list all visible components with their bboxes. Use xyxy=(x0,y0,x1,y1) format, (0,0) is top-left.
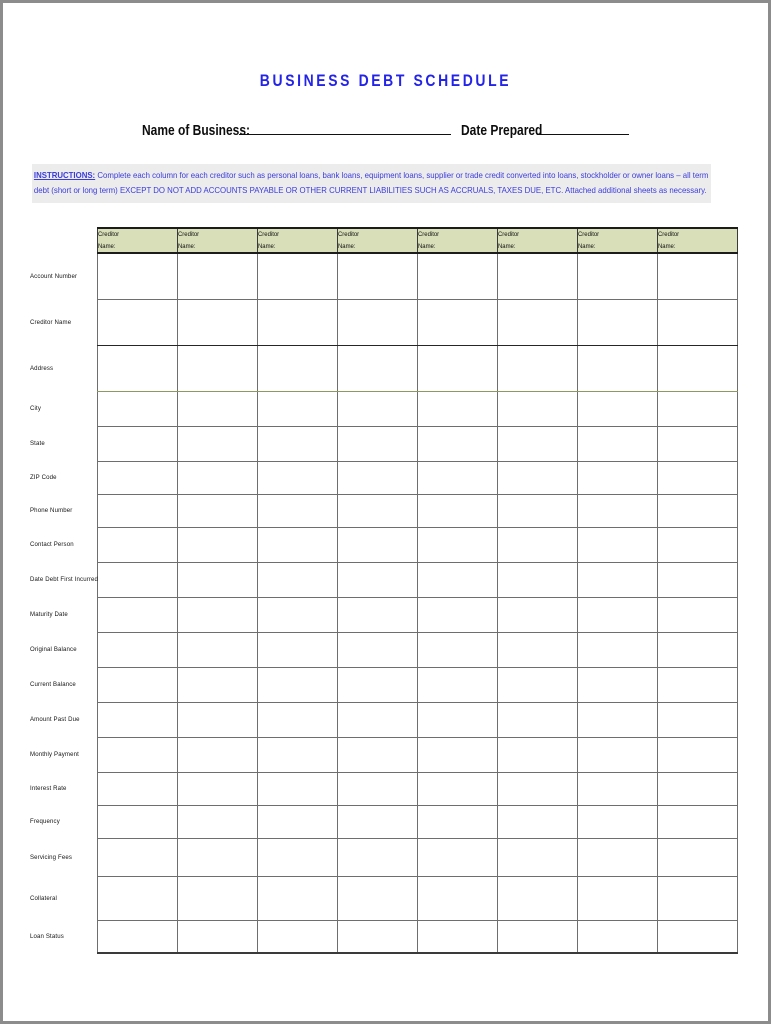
data-cell[interactable] xyxy=(257,920,337,953)
data-cell[interactable] xyxy=(337,345,417,391)
data-cell[interactable] xyxy=(177,461,257,494)
row-label-text: Servicing Fees xyxy=(30,853,73,861)
row-label-text: Current Balance xyxy=(30,681,76,688)
data-cell[interactable] xyxy=(417,667,497,702)
row-label-address xyxy=(30,345,97,391)
creditor-header-line1: Creditor xyxy=(417,231,439,238)
data-cell[interactable] xyxy=(257,562,337,597)
data-cell[interactable] xyxy=(337,632,417,667)
data-cell[interactable] xyxy=(257,461,337,494)
debt-schedule-table-container xyxy=(30,227,737,954)
data-cell[interactable] xyxy=(257,805,337,838)
data-cell[interactable] xyxy=(497,632,577,667)
data-cell[interactable] xyxy=(417,562,497,597)
row-label-state xyxy=(30,426,97,461)
data-cell[interactable] xyxy=(417,299,497,345)
data-cell[interactable] xyxy=(417,527,497,562)
row-label-text: Original Balance xyxy=(30,646,77,653)
data-cell[interactable] xyxy=(177,632,257,667)
row-label-text: Frequency xyxy=(30,818,60,825)
data-cell[interactable] xyxy=(97,461,177,494)
data-cell[interactable] xyxy=(97,772,177,805)
data-cell[interactable] xyxy=(97,391,177,426)
data-cell[interactable] xyxy=(497,702,577,737)
table-row xyxy=(30,426,737,461)
data-cell[interactable] xyxy=(657,461,737,494)
data-cell[interactable] xyxy=(337,494,417,527)
row-label-text: State xyxy=(30,440,45,447)
data-cell[interactable] xyxy=(177,299,257,345)
row-label-maturity-date xyxy=(30,597,97,632)
date-prepared-label: Date Prepared xyxy=(461,122,543,139)
data-cell[interactable] xyxy=(577,253,657,299)
row-label-interest-rate xyxy=(30,772,97,805)
business-name-input[interactable] xyxy=(239,121,451,135)
data-cell[interactable] xyxy=(657,494,737,527)
data-cell[interactable] xyxy=(97,876,177,920)
creditor-header-line1: Creditor xyxy=(657,231,679,238)
data-cell[interactable] xyxy=(577,920,657,953)
data-cell[interactable] xyxy=(97,562,177,597)
data-cell[interactable] xyxy=(257,597,337,632)
data-cell[interactable] xyxy=(497,920,577,953)
table-row xyxy=(30,562,737,597)
data-cell[interactable] xyxy=(497,597,577,632)
data-cell[interactable] xyxy=(577,702,657,737)
data-cell[interactable] xyxy=(337,737,417,772)
data-cell[interactable] xyxy=(257,876,337,920)
data-cell[interactable] xyxy=(497,345,577,391)
row-label-text: Date Debt First Incurred xyxy=(30,576,99,583)
row-label-text: Monthly Payment xyxy=(30,751,79,758)
data-cell[interactable] xyxy=(337,597,417,632)
data-cell[interactable] xyxy=(497,461,577,494)
creditor-header-line2: Name: xyxy=(417,242,436,250)
data-cell[interactable] xyxy=(257,772,337,805)
data-cell[interactable] xyxy=(257,667,337,702)
table-row xyxy=(30,345,737,391)
data-cell[interactable] xyxy=(177,702,257,737)
debt-schedule-table xyxy=(30,227,738,954)
data-cell[interactable] xyxy=(177,805,257,838)
data-cell[interactable] xyxy=(497,737,577,772)
creditor-header-line2: Name: xyxy=(257,242,276,250)
row-label-monthly-payment xyxy=(30,737,97,772)
data-cell[interactable] xyxy=(337,920,417,953)
data-cell[interactable] xyxy=(177,920,257,953)
data-cell[interactable] xyxy=(497,772,577,805)
data-cell[interactable] xyxy=(657,805,737,838)
data-cell[interactable] xyxy=(257,253,337,299)
data-cell[interactable] xyxy=(177,597,257,632)
data-cell[interactable] xyxy=(177,667,257,702)
data-cell[interactable] xyxy=(657,920,737,953)
data-cell[interactable] xyxy=(177,527,257,562)
data-cell[interactable] xyxy=(657,737,737,772)
table-row xyxy=(30,597,737,632)
data-cell[interactable] xyxy=(577,667,657,702)
data-cell[interactable] xyxy=(657,667,737,702)
row-label-current-balance xyxy=(30,667,97,702)
creditor-column-header-2[interactable] xyxy=(177,228,257,253)
table-row xyxy=(30,702,737,737)
business-name-label: Name of Business: xyxy=(142,122,251,139)
data-cell[interactable] xyxy=(337,253,417,299)
data-cell[interactable] xyxy=(337,838,417,876)
table-row xyxy=(30,838,737,876)
data-cell[interactable] xyxy=(657,876,737,920)
data-cell[interactable] xyxy=(177,391,257,426)
data-cell[interactable] xyxy=(337,562,417,597)
row-label-text: Creditor Name xyxy=(30,318,72,326)
table-row xyxy=(30,876,737,920)
data-cell[interactable] xyxy=(497,494,577,527)
data-cell[interactable] xyxy=(177,562,257,597)
data-cell[interactable] xyxy=(97,494,177,527)
data-cell[interactable] xyxy=(577,345,657,391)
creditor-column-header-3[interactable] xyxy=(257,228,337,253)
data-cell[interactable] xyxy=(497,805,577,838)
table-row xyxy=(30,737,737,772)
creditor-header-line2: Name: xyxy=(177,242,196,250)
data-cell[interactable] xyxy=(97,702,177,737)
table-row xyxy=(30,805,737,838)
data-cell[interactable] xyxy=(257,838,337,876)
creditor-header-line2: Name: xyxy=(497,242,516,250)
data-cell[interactable] xyxy=(97,253,177,299)
row-label-phone-number xyxy=(30,494,97,527)
data-cell[interactable] xyxy=(417,391,497,426)
data-cell[interactable] xyxy=(497,391,577,426)
date-prepared-input[interactable] xyxy=(537,121,629,135)
data-cell[interactable] xyxy=(337,461,417,494)
data-cell[interactable] xyxy=(97,805,177,838)
table-row xyxy=(30,920,737,953)
data-cell[interactable] xyxy=(177,737,257,772)
data-cell[interactable] xyxy=(577,876,657,920)
header-field-row xyxy=(3,121,768,139)
data-cell[interactable] xyxy=(417,426,497,461)
data-cell[interactable] xyxy=(97,299,177,345)
data-cell[interactable] xyxy=(177,345,257,391)
data-cell[interactable] xyxy=(577,562,657,597)
data-cell[interactable] xyxy=(177,426,257,461)
table-row xyxy=(30,667,737,702)
creditor-header-line2: Name: xyxy=(577,242,596,250)
data-cell[interactable] xyxy=(337,527,417,562)
data-cell[interactable] xyxy=(337,299,417,345)
table-row xyxy=(30,632,737,667)
data-cell[interactable] xyxy=(577,805,657,838)
data-cell[interactable] xyxy=(657,299,737,345)
data-cell[interactable] xyxy=(337,805,417,838)
row-label-text: Account Number xyxy=(30,272,78,280)
form-sheet xyxy=(3,3,768,1021)
data-cell[interactable] xyxy=(577,461,657,494)
row-label-text: Interest Rate xyxy=(30,785,67,792)
page-title: BUSINESS DEBT SCHEDULE xyxy=(259,71,512,90)
data-cell[interactable] xyxy=(657,426,737,461)
data-cell[interactable] xyxy=(417,632,497,667)
data-cell[interactable] xyxy=(577,527,657,562)
data-cell[interactable] xyxy=(177,253,257,299)
data-cell[interactable] xyxy=(657,702,737,737)
row-label-text: ZIP Code xyxy=(30,474,57,481)
data-cell[interactable] xyxy=(657,772,737,805)
data-cell[interactable] xyxy=(177,838,257,876)
creditor-column-header-4[interactable] xyxy=(337,228,417,253)
table-corner-cell xyxy=(30,228,97,253)
row-label-text: City xyxy=(30,405,42,412)
creditor-header-line1: Creditor xyxy=(97,231,119,238)
data-cell[interactable] xyxy=(497,876,577,920)
instructions-text: Complete each column for each creditor such as personal loans, bank loans, equipment loans, supplier or trade credit converted into loans, stockholder or owner loans – all term debt (short or long term) EXCEPT DO NOT ADD ACCOUNTS PAYABLE OR OTHER CURRENT LIABILITIES SUCH AS ACCRUALS, TAXES DUE, ETC. Attached additional sheets as necessary. xyxy=(33,171,709,195)
row-label-collateral xyxy=(30,876,97,920)
creditor-header-line1: Creditor xyxy=(177,231,199,238)
data-cell[interactable] xyxy=(657,632,737,667)
creditor-column-header-7[interactable] xyxy=(577,228,657,253)
row-label-text: Contact Person xyxy=(30,541,74,548)
data-cell[interactable] xyxy=(657,345,737,391)
row-label-servicing-fees xyxy=(30,838,97,876)
data-cell[interactable] xyxy=(337,426,417,461)
data-cell[interactable] xyxy=(657,562,737,597)
data-cell[interactable] xyxy=(417,494,497,527)
row-label-text: Collateral xyxy=(30,894,58,902)
data-cell[interactable] xyxy=(257,494,337,527)
row-label-date-debt-first-incurred xyxy=(30,562,97,597)
table-row xyxy=(30,299,737,345)
creditor-header-line1: Creditor xyxy=(497,231,519,238)
data-cell[interactable] xyxy=(337,702,417,737)
data-cell[interactable] xyxy=(257,702,337,737)
data-cell[interactable] xyxy=(257,632,337,667)
data-cell[interactable] xyxy=(577,299,657,345)
data-cell[interactable] xyxy=(577,494,657,527)
data-cell[interactable] xyxy=(577,597,657,632)
data-cell[interactable] xyxy=(97,345,177,391)
table-row xyxy=(30,772,737,805)
data-cell[interactable] xyxy=(417,838,497,876)
row-label-zip-code xyxy=(30,461,97,494)
data-cell[interactable] xyxy=(577,772,657,805)
table-row xyxy=(30,494,737,527)
row-label-text: Loan Status xyxy=(30,933,64,940)
table-row xyxy=(30,391,737,426)
data-cell[interactable] xyxy=(497,426,577,461)
data-cell[interactable] xyxy=(657,527,737,562)
row-label-loan-status xyxy=(30,920,97,953)
instructions-keyword: INSTRUCTIONS: xyxy=(33,171,96,180)
data-cell[interactable] xyxy=(257,391,337,426)
data-cell[interactable] xyxy=(497,667,577,702)
creditor-column-header-1[interactable] xyxy=(97,228,177,253)
data-cell[interactable] xyxy=(417,345,497,391)
table-header-row xyxy=(30,228,737,253)
data-cell[interactable] xyxy=(177,494,257,527)
data-cell[interactable] xyxy=(97,632,177,667)
data-cell[interactable] xyxy=(417,805,497,838)
row-label-contact-person xyxy=(30,527,97,562)
creditor-header-line2: Name: xyxy=(337,242,356,250)
data-cell[interactable] xyxy=(497,562,577,597)
row-label-frequency xyxy=(30,805,97,838)
data-cell[interactable] xyxy=(97,838,177,876)
row-label-account-number xyxy=(30,253,97,299)
data-cell[interactable] xyxy=(417,702,497,737)
data-cell[interactable] xyxy=(97,737,177,772)
data-cell[interactable] xyxy=(257,299,337,345)
data-cell[interactable] xyxy=(97,667,177,702)
data-cell[interactable] xyxy=(97,527,177,562)
data-cell[interactable] xyxy=(577,391,657,426)
data-cell[interactable] xyxy=(417,920,497,953)
data-cell[interactable] xyxy=(97,920,177,953)
row-label-text: Address xyxy=(30,364,54,372)
data-cell[interactable] xyxy=(177,772,257,805)
row-label-amount-past-due xyxy=(30,702,97,737)
data-cell[interactable] xyxy=(417,597,497,632)
row-label-original-balance xyxy=(30,632,97,667)
data-cell[interactable] xyxy=(497,838,577,876)
data-cell[interactable] xyxy=(337,772,417,805)
data-cell[interactable] xyxy=(577,737,657,772)
creditor-header-line2: Name: xyxy=(657,242,676,250)
data-cell[interactable] xyxy=(337,667,417,702)
row-label-city xyxy=(30,391,97,426)
data-cell[interactable] xyxy=(97,597,177,632)
row-label-text: Phone Number xyxy=(30,507,73,514)
instructions-block xyxy=(32,164,711,203)
creditor-header-line1: Creditor xyxy=(257,231,279,238)
data-cell[interactable] xyxy=(417,772,497,805)
data-cell[interactable] xyxy=(337,391,417,426)
data-cell[interactable] xyxy=(417,253,497,299)
creditor-column-header-6[interactable] xyxy=(497,228,577,253)
data-cell[interactable] xyxy=(97,426,177,461)
data-cell[interactable] xyxy=(417,876,497,920)
data-cell[interactable] xyxy=(257,527,337,562)
table-row xyxy=(30,253,737,299)
data-cell[interactable] xyxy=(417,737,497,772)
data-cell[interactable] xyxy=(657,838,737,876)
data-cell[interactable] xyxy=(177,876,257,920)
table-row xyxy=(30,527,737,562)
row-label-text: Amount Past Due xyxy=(30,716,80,723)
data-cell[interactable] xyxy=(577,632,657,667)
data-cell[interactable] xyxy=(657,253,737,299)
data-cell[interactable] xyxy=(497,527,577,562)
creditor-header-line1: Creditor xyxy=(577,231,599,238)
row-label-creditor-name xyxy=(30,299,97,345)
data-cell[interactable] xyxy=(257,426,337,461)
data-cell[interactable] xyxy=(257,345,337,391)
data-cell[interactable] xyxy=(417,461,497,494)
data-cell[interactable] xyxy=(497,253,577,299)
data-cell[interactable] xyxy=(337,876,417,920)
creditor-header-line2: Name: xyxy=(97,242,116,250)
table-row xyxy=(30,461,737,494)
data-cell[interactable] xyxy=(577,838,657,876)
data-cell[interactable] xyxy=(257,737,337,772)
data-cell[interactable] xyxy=(657,391,737,426)
creditor-column-header-8[interactable] xyxy=(657,228,737,253)
data-cell[interactable] xyxy=(577,426,657,461)
creditor-header-line1: Creditor xyxy=(337,231,359,238)
row-label-text: Maturity Date xyxy=(30,611,68,618)
data-cell[interactable] xyxy=(657,597,737,632)
creditor-column-header-5[interactable] xyxy=(417,228,497,253)
data-cell[interactable] xyxy=(497,299,577,345)
